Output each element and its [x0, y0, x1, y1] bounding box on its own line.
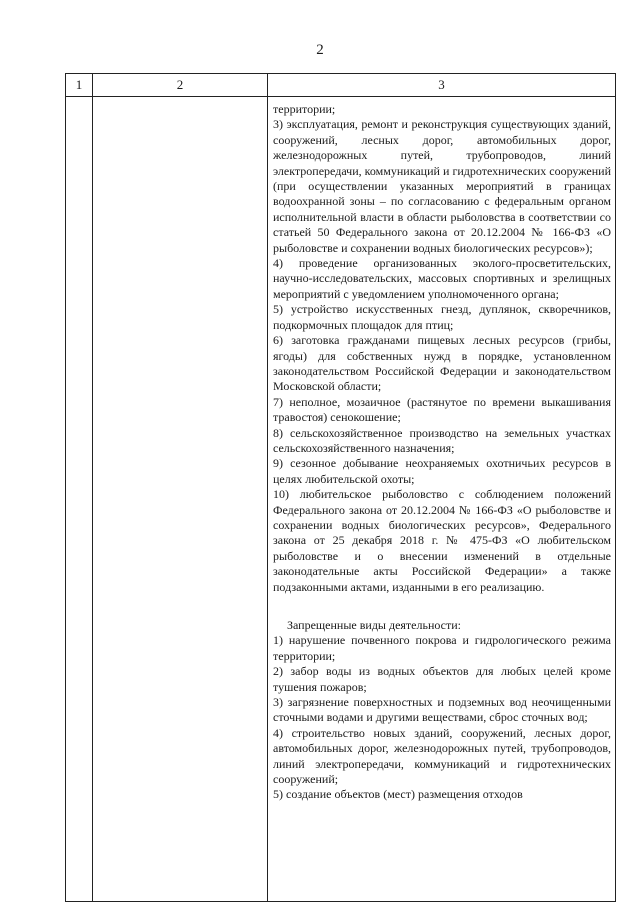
permitted-item: территории;: [273, 102, 336, 116]
permitted-item: 7) неполное, мозаичное (растянутое по времени выкашивания травостоя) сенокошение;: [273, 394, 611, 425]
paragraph-gap: [273, 595, 611, 618]
cell-number: [66, 97, 93, 902]
permitted-item: 5) устройство искусственных гнезд, дуплянок, скворечников, подкормочных площадок для птиц;: [273, 302, 611, 332]
cell-regime-content: [268, 97, 616, 902]
permitted-item: 4) проведение организованных эколого-просветительских, научно-исследовательских, массовых спортивных и зрелищных мероприятий с уведомлением уполномоченного органа;: [273, 256, 611, 301]
page-number: 2: [316, 42, 324, 58]
document-table: [65, 73, 616, 902]
permitted-item: 9) сезонное добывание неохраняемых охотничьих ресурсов в целях любительской охоты;: [273, 456, 611, 486]
prohibited-item: 5) создание объектов (мест) размещения отходов: [273, 787, 523, 802]
prohibited-heading: Запрещенные виды деятельности:: [287, 618, 462, 632]
column-header-1: 1: [66, 74, 93, 97]
permitted-item: 10) любительское рыболовство с соблюдением положений Федерального закона от 20.12.2004 № 166-ФЗ «О рыболовстве и сохранении водных биологических ресурсов», Федерального закона от 25 декабря 2018 г. № 475-ФЗ «О любительском рыболовстве и о внесении изменений в отдельные законодательные акты Российской Федерации» а также подзаконными актами, изданными в его реализацию.: [273, 487, 611, 594]
prohibited-item: 2) забор воды из водных объектов для любых целей кроме тушения пожаров;: [273, 664, 611, 694]
column-header-3: 3: [268, 74, 616, 97]
column-header-2: 2: [93, 74, 268, 97]
table-row: [66, 97, 616, 902]
cell-zone-name: [93, 97, 268, 902]
permitted-item: 6) заготовка гражданами пищевых лесных ресурсов (грибы, ягоды) для собственных нужд в порядке, установленном законодательством Российской Федерации и законодательством Московской области;: [273, 333, 611, 394]
permitted-item: 3) эксплуатация, ремонт и реконструкция существующих зданий, сооружений, лесных дорог, автомобильных дорог, железнодорожных путей, трубопроводов, линий электропередачи, коммуникаций и гидротехнических сооружений (при осуществлении указанных мероприятий в границах водоохранной зоны – по согласованию с федеральным органом исполнительной власти в области рыболовства в соответствии со статьей 50 Федерального закона от 20.12.2004 № 166-ФЗ «О рыболовстве и сохранении водных биологических ресурсов»);: [273, 117, 611, 255]
prohibited-item: 3) загрязнение поверхностных и подземных вод неочищенными сточными водами и другими веществами, сброс сточных вод;: [273, 695, 611, 725]
permitted-item: 8) сельскохозяйственное производство на земельных участках сельскохозяйственного назначения;: [273, 425, 611, 455]
prohibited-item: 1) нарушение почвенного покрова и гидрологического режима территории;: [273, 633, 611, 663]
table-header-row: [66, 74, 616, 97]
prohibited-item: 4) строительство новых зданий, сооружений, лесных дорог, автомобильных дорог, железнодорожных путей, трубопроводов, линий электропередачи, коммуникаций и гидротехнических сооружений;: [273, 725, 611, 787]
